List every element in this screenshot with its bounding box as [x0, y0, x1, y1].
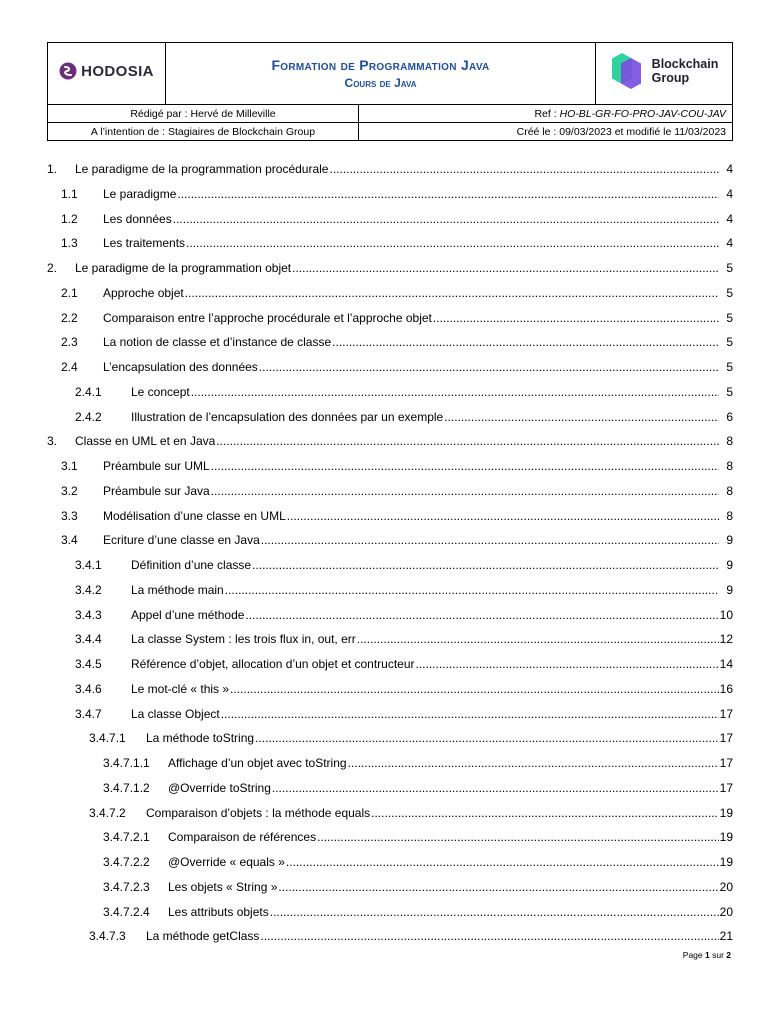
toc-entry-page: 14 — [719, 657, 733, 671]
page-footer — [683, 950, 731, 960]
toc-entry-page: 5 — [726, 360, 733, 374]
toc-entry-page: 4 — [726, 186, 733, 201]
toc-entry-number: 3.4.7.2.3 — [103, 879, 150, 894]
toc-entry[interactable] — [47, 579, 733, 604]
reference-value: HO-BL-GR-FO-PRO-JAV-COU-JAV — [559, 107, 727, 120]
toc-entry[interactable] — [47, 752, 733, 777]
toc-entry-number: 3.4.7.1 — [89, 731, 126, 746]
toc-leader-dots — [191, 385, 719, 399]
toc-leader-dots — [211, 459, 719, 473]
toc-entry-number: 3.4.7.3 — [89, 929, 126, 944]
blockchain-logo-line2: Group — [651, 71, 690, 85]
toc-entry-page: 20 — [719, 879, 733, 894]
toc-entry-page: 21 — [719, 929, 733, 944]
toc-entry-title[interactable]: Ecriture d’une classe en Java — [103, 533, 260, 548]
toc-entry-title[interactable]: Modélisation d’une classe en UML — [103, 508, 286, 523]
toc-entry[interactable] — [47, 307, 733, 332]
document-header — [47, 42, 733, 141]
toc-entry-number: 2.4.1 — [75, 384, 102, 399]
blockchain-hexagon-icon — [610, 51, 644, 91]
toc-entry-number: 3.4.7 — [75, 706, 102, 721]
toc-entry-page: 10 — [719, 607, 733, 622]
toc-entry-number: 2. — [47, 261, 58, 275]
toc-entry-page: 6 — [726, 409, 733, 424]
toc-entry[interactable] — [47, 678, 733, 703]
toc-leader-dots — [225, 583, 719, 597]
toc-entry[interactable] — [47, 802, 733, 827]
toc-entry-title[interactable]: Approche objet — [103, 285, 184, 300]
toc-leader-dots — [286, 855, 719, 869]
toc-entry-page: 19 — [719, 830, 733, 845]
toc-entry-page: 5 — [726, 384, 733, 399]
toc-entry[interactable] — [47, 529, 733, 554]
toc-entry[interactable] — [47, 653, 733, 678]
footer-page-sep: sur — [709, 950, 727, 960]
toc-leader-dots — [444, 410, 719, 424]
toc-entry-page: 5 — [726, 310, 733, 325]
toc-entry-number: 3.4.7.1.2 — [103, 780, 150, 795]
toc-leader-dots — [221, 707, 719, 721]
toc-entry-title[interactable]: Les attributs objets — [168, 904, 269, 919]
toc-leader-dots — [348, 756, 719, 770]
toc-entry-page: 4 — [726, 162, 733, 176]
toc-entry[interactable] — [47, 257, 733, 282]
toc-entry-page: 8 — [726, 508, 733, 523]
toc-entry[interactable] — [47, 208, 733, 233]
toc-entry-title[interactable]: La classe System : les trois flux in, out, err — [131, 632, 356, 647]
title-cell — [166, 43, 596, 105]
toc-entry-page: 5 — [726, 285, 733, 300]
toc-entry-page: 5 — [726, 335, 733, 350]
toc-entry-number: 3.4.1 — [75, 558, 102, 572]
toc-entry[interactable] — [47, 727, 733, 752]
toc-entry-number: 3.1 — [61, 459, 78, 473]
toc-entry-page: 12 — [719, 632, 733, 647]
hodosia-logo-text: HODOSIA — [81, 62, 154, 80]
toc-leader-dots — [173, 212, 719, 226]
toc-entry-title[interactable]: Comparaison d’objets : la méthode equals — [146, 805, 371, 820]
toc-entry-number: 2.4 — [61, 360, 78, 374]
toc-entry[interactable] — [47, 628, 733, 653]
toc-entry[interactable] — [47, 925, 733, 950]
toc-entry-title[interactable]: Le paradigme de la programmation procédurale — [75, 162, 329, 176]
toc-entry-number: 1.2 — [61, 211, 78, 226]
toc-leader-dots — [245, 608, 719, 622]
toc-leader-dots — [260, 929, 719, 943]
toc-leader-dots — [416, 657, 719, 671]
toc-entry-number: 3.4 — [61, 533, 78, 548]
toc-entry-number: 3.4.5 — [75, 657, 102, 671]
toc-entry[interactable] — [47, 282, 733, 307]
reference-label: Ref : — [534, 107, 560, 120]
toc-entry-page: 9 — [726, 582, 733, 597]
hodosia-logo-cell — [48, 43, 166, 105]
hodosia-mark-icon — [59, 62, 77, 80]
toc-entry-number: 3.4.7.2.4 — [103, 904, 150, 919]
toc-leader-dots — [371, 806, 719, 820]
footer-page-label: Page — [682, 950, 705, 960]
toc-entry-page: 17 — [719, 756, 733, 770]
toc-leader-dots — [270, 905, 719, 919]
toc-entry-number: 3.4.7.2 — [89, 805, 126, 820]
dates-cell: Créé le : 09/03/2023 et modifié le 11/03/2023 — [359, 123, 733, 141]
toc-entry-number: 3.4.4 — [75, 632, 102, 647]
toc-entry-title[interactable]: Classe en UML et en Java — [75, 434, 216, 449]
toc-entry-title[interactable]: La méthode getClass — [146, 929, 260, 944]
audience-cell: A l’intention de : Stagiaires de Blockchain Group — [48, 123, 359, 141]
toc-entry-title[interactable]: Le concept — [131, 384, 190, 399]
toc-leader-dots — [278, 880, 719, 894]
toc-entry-number: 3.3 — [61, 508, 78, 523]
toc-entry[interactable] — [47, 331, 733, 356]
toc-entry[interactable] — [47, 430, 733, 455]
toc-entry-title[interactable]: La méthode main — [131, 582, 224, 597]
toc-entry[interactable] — [47, 505, 733, 530]
toc-entry[interactable] — [47, 183, 733, 208]
table-of-contents — [47, 158, 733, 950]
toc-entry-page: 8 — [726, 483, 733, 498]
toc-entry-title[interactable]: Référence d’objet, allocation d’un objet et contructeur — [131, 657, 415, 671]
toc-entry-number: 3.4.7.1.1 — [103, 756, 150, 770]
toc-entry-page: 4 — [726, 236, 733, 251]
toc-entry-number: 3.2 — [61, 483, 78, 498]
toc-entry-title[interactable]: Les traitements — [103, 236, 186, 251]
toc-entry[interactable] — [47, 901, 733, 926]
toc-entry-title[interactable]: Préambule sur Java — [103, 483, 210, 498]
toc-entry-page: 19 — [719, 855, 733, 869]
toc-leader-dots — [292, 261, 719, 275]
toc-entry-number: 1.3 — [61, 236, 78, 251]
toc-entry-title[interactable]: Le mot-clé « this » — [131, 681, 230, 696]
toc-entry-number: 3.4.6 — [75, 681, 102, 696]
toc-entry-page: 20 — [719, 904, 733, 919]
toc-entry[interactable] — [47, 356, 733, 381]
toc-leader-dots — [216, 434, 719, 448]
toc-entry-number: 1. — [47, 162, 58, 176]
toc-entry-page: 5 — [726, 261, 733, 275]
toc-entry-title[interactable]: Le paradigme de la programmation objet — [75, 261, 292, 275]
toc-entry-title[interactable]: Comparaison de références — [168, 830, 317, 845]
toc-entry-number: 1.1 — [61, 186, 78, 201]
toc-leader-dots — [329, 162, 719, 176]
toc-leader-dots — [332, 335, 719, 349]
toc-entry-page: 17 — [719, 780, 733, 795]
toc-entry-number: 3.4.3 — [75, 607, 102, 622]
toc-entry-page: 8 — [726, 434, 733, 449]
reference-cell — [359, 105, 733, 123]
footer-page-total: 2 — [726, 950, 731, 960]
toc-leader-dots — [252, 558, 719, 572]
toc-leader-dots — [255, 731, 719, 745]
toc-entry-page: 9 — [726, 558, 733, 572]
blockchain-logo-cell — [596, 43, 733, 105]
hodosia-logo — [59, 62, 154, 80]
toc-entry[interactable] — [47, 703, 733, 728]
toc-leader-dots — [230, 682, 719, 696]
blockchain-logo-line1: Blockchain — [651, 57, 719, 71]
toc-entry[interactable] — [47, 604, 733, 629]
footer-page-current: 1 — [705, 950, 710, 960]
toc-entry-page: 19 — [719, 805, 733, 820]
toc-entry-page: 17 — [719, 731, 733, 746]
toc-leader-dots — [317, 830, 719, 844]
blockchain-group-logo — [610, 51, 719, 91]
toc-entry-title[interactable]: Appel d’une méthode — [131, 607, 245, 622]
toc-entry-title[interactable]: La notion de classe et d’instance de classe — [103, 335, 332, 350]
toc-entry-title[interactable]: La méthode toString — [146, 731, 255, 746]
toc-entry-number: 3.4.2 — [75, 582, 102, 597]
toc-entry-title[interactable]: Définition d’une classe — [131, 558, 252, 572]
toc-leader-dots — [433, 311, 719, 325]
toc-leader-dots — [357, 632, 719, 646]
toc-entry-page: 8 — [726, 459, 733, 473]
toc-entry[interactable] — [47, 480, 733, 505]
toc-leader-dots — [186, 236, 719, 250]
toc-entry-number: 3. — [47, 434, 58, 449]
toc-entry[interactable] — [47, 554, 733, 579]
toc-entry[interactable] — [47, 158, 733, 183]
toc-entry[interactable] — [47, 406, 733, 431]
toc-entry[interactable] — [47, 777, 733, 802]
toc-entry-number: 2.2 — [61, 310, 78, 325]
toc-entry-page: 16 — [719, 681, 733, 696]
toc-entry-title[interactable]: Les données — [103, 211, 172, 226]
toc-entry-title[interactable]: Comparaison entre l’approche procédurale et l’approche objet — [103, 310, 432, 325]
toc-entry-title[interactable]: Le paradigme — [103, 186, 177, 201]
toc-entry-number: 3.4.7.2.2 — [103, 855, 150, 869]
toc-entry[interactable] — [47, 851, 733, 876]
author-cell: Rédigé par : Hervé de Milleville — [48, 105, 359, 123]
toc-entry-title[interactable]: Les objets « String » — [168, 879, 278, 894]
toc-leader-dots — [177, 187, 719, 201]
toc-entry-title[interactable]: Illustration de l’encapsulation des données par un exemple — [131, 409, 444, 424]
toc-leader-dots — [259, 360, 719, 374]
toc-leader-dots — [185, 286, 719, 300]
toc-entry[interactable] — [47, 876, 733, 901]
toc-entry-title[interactable]: La classe Object — [131, 706, 220, 721]
document-title: Formation de Programmation Java — [271, 57, 490, 73]
toc-entry-title[interactable]: @Override « equals » — [168, 855, 285, 869]
toc-entry-number: 2.4.2 — [75, 409, 102, 424]
toc-entry[interactable] — [47, 826, 733, 851]
toc-entry-title[interactable]: Affichage d’un objet avec toString — [168, 756, 347, 770]
toc-entry-title[interactable]: Préambule sur UML — [103, 459, 210, 473]
toc-entry-page: 17 — [719, 706, 733, 721]
document-subtitle: Cours de Java — [344, 76, 417, 90]
toc-entry-number: 2.1 — [61, 285, 78, 300]
toc-entry-page: 9 — [726, 533, 733, 548]
toc-entry-page: 4 — [726, 211, 733, 226]
toc-entry[interactable] — [47, 455, 733, 480]
toc-leader-dots — [287, 509, 719, 523]
toc-leader-dots — [211, 484, 719, 498]
toc-entry-number: 2.3 — [61, 335, 78, 350]
toc-entry-number: 3.4.7.2.1 — [103, 830, 150, 845]
toc-entry[interactable] — [47, 381, 733, 406]
toc-entry-title[interactable]: @Override toString — [168, 780, 271, 795]
toc-entry-title[interactable]: L’encapsulation des données — [103, 360, 258, 374]
toc-leader-dots — [272, 781, 719, 795]
toc-leader-dots — [261, 533, 719, 547]
toc-entry[interactable] — [47, 232, 733, 257]
